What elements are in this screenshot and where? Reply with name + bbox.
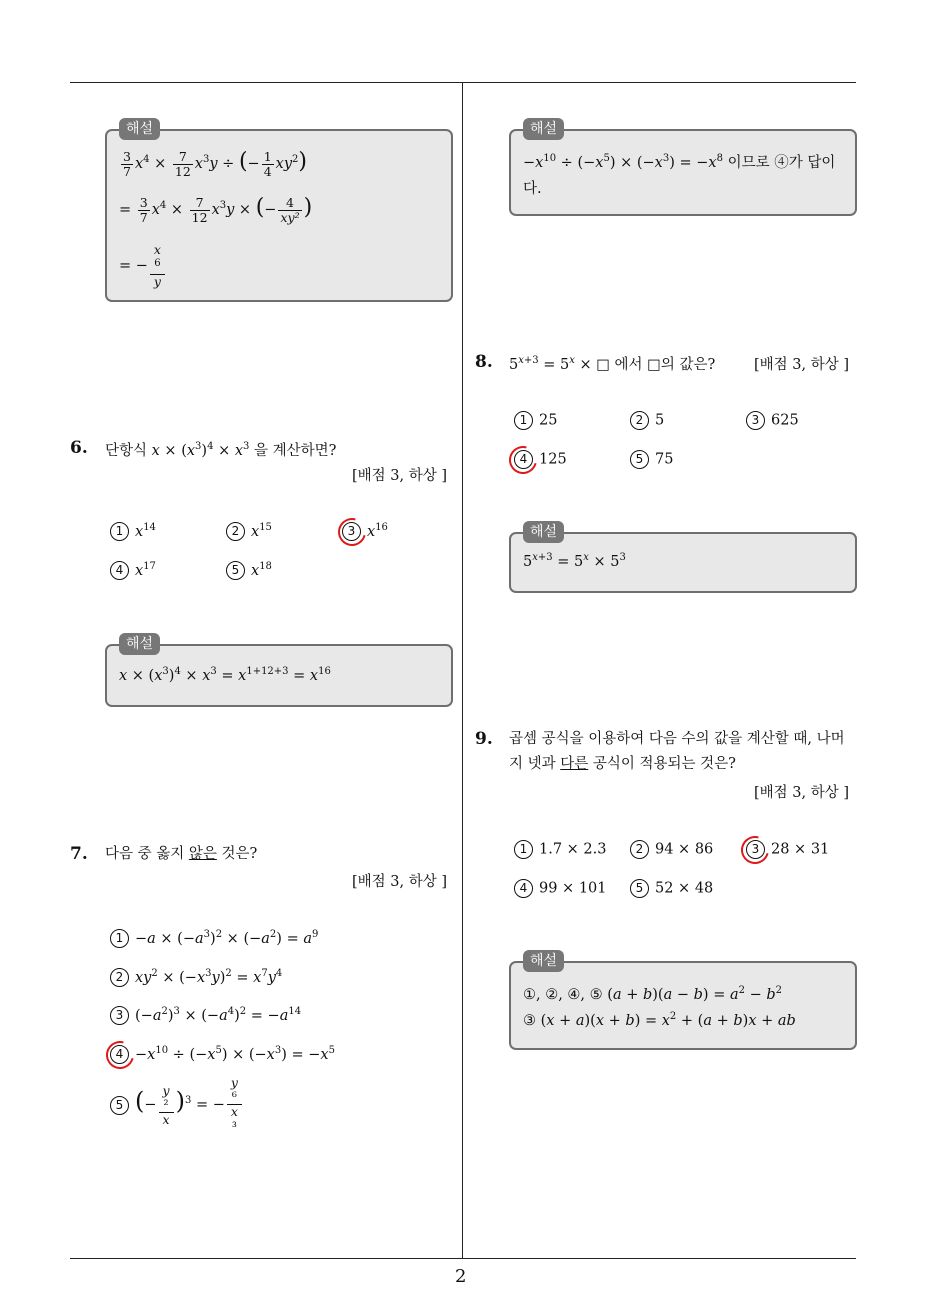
q9-number: 9. <box>475 729 493 749</box>
q8-text: $5^{x+3} = 5^x$ × □ 에서 □의 값은? <box>509 355 716 373</box>
q7-answer-mark <box>101 1036 139 1074</box>
q7-points: [배점 3, 하상 ] <box>352 874 448 890</box>
q5-solution-box <box>105 121 453 302</box>
q8-option-3[interactable]: 3 625 <box>746 411 799 430</box>
q8-solution-box <box>509 524 857 593</box>
q8-option-2[interactable]: 2 5 <box>630 411 664 430</box>
q7-option-2[interactable]: 2 $xy^2 \times (-x^3y)^2 = x^7y^4$ <box>110 968 282 987</box>
q5-solution-line3: = − x $^6$ y <box>119 243 167 289</box>
q9-option-1[interactable]: 1 1.7 × 2.3 <box>514 840 607 859</box>
page-number: 2 <box>455 1266 467 1287</box>
q9-points: [배점 3, 하상 ] <box>754 785 850 801</box>
q7-option-1[interactable]: $1 -a \times (-a^3)^2 \times (-a^2) = a^9$ <box>110 929 318 948</box>
q6-option-3[interactable]: 3 $x^{16}$ <box>342 522 388 541</box>
q7-text: 다음 중 옳지 않은 것은? <box>105 846 258 862</box>
q9-option-2[interactable]: 2 94 × 86 <box>630 840 713 859</box>
solution-tag: 해설 <box>523 521 564 543</box>
q9-text-line1: 곱셈 공식을 이용하여 다음 수의 값을 계산할 때, 나머 <box>509 731 845 747</box>
solution-tag: 해설 <box>523 950 564 972</box>
q6-number: 6. <box>70 438 88 458</box>
q5-solution-line1: $\frac{3}{7}$ $x^4$ × $\frac{7}{12}$ $x^3y$ ÷ (− $\frac{1}{4}$ $xy^2$) <box>123 148 307 179</box>
q6-answer-mark <box>333 513 371 551</box>
q6-solution-box <box>105 636 453 707</box>
q8-option-4[interactable]: 4 125 <box>514 450 567 469</box>
q5-solution-line2: = $\frac{3}{7}$ $x^4$ × $\frac{7}{12}$ $x^3y$ × (− $\frac{4}{\text{xy²}}$ ) <box>119 194 313 225</box>
q6-solution: $x \times (x^3)^4 \times x^3 = x^{1+12+3} = x^{16}$ <box>119 666 331 684</box>
q9-text-line2: 지 넷과 다른 공식이 적용되는 것은? <box>509 756 736 772</box>
solution-tag: 해설 <box>119 633 160 655</box>
q9-solution-box <box>509 953 857 1050</box>
q8-answer-mark <box>504 441 542 479</box>
q9-option-4[interactable]: 4 99 × 101 <box>514 879 607 898</box>
q9-answer-mark <box>736 831 774 869</box>
q8-points: [배점 3, 하상 ] <box>754 357 850 373</box>
solution-tag: 해설 <box>523 118 564 140</box>
q9-solution-line1: ①, ②, ④, ⑤ $(a + b)(a - b) = a^2 - b^2$ <box>523 985 783 1003</box>
q6-option-5[interactable]: 5 $x^{18}$ <box>226 561 272 580</box>
q8-option-1[interactable]: 1 25 <box>514 411 557 430</box>
q7-solution-line2: 다. <box>523 181 542 197</box>
q7-solution-box <box>509 121 857 216</box>
column-divider <box>462 82 463 1258</box>
solution-tag: 해설 <box>119 118 160 140</box>
q7-number: 7. <box>70 844 88 864</box>
q6-points: [배점 3, 하상 ] <box>352 468 448 484</box>
q9-solution-line2: ③ $(x + a)(x + b) = x^2 + (a + b)x$ + ab <box>523 1011 796 1029</box>
q8-number: 8. <box>475 352 493 372</box>
q6-option-1[interactable]: 1 $x^{14}$ <box>110 522 156 541</box>
q9-option-3[interactable]: 3 28 × 31 <box>746 840 829 859</box>
top-rule <box>70 82 856 83</box>
bottom-rule <box>70 1258 856 1259</box>
q6-option-2[interactable]: 2 $x^{15}$ <box>226 522 272 541</box>
q7-option-4[interactable]: $4 -x^{10} \div (-x^5) \times (-x^3) = -x^5$ <box>110 1045 335 1064</box>
q8-solution: $5^{x+3} = 5^x \times 5^3$ <box>523 552 626 570</box>
q7-option-5[interactable]: 5 (− y ² x )$^3$ = − y ⁶ x ³ <box>110 1076 244 1134</box>
q8-option-5[interactable]: 5 75 <box>630 450 673 469</box>
q9-option-5[interactable]: 5 52 × 48 <box>630 879 713 898</box>
q7-solution-line1: $-x^{10} \div (-x^5) \times (-x^3) = -x^8$ 이므로 ④가 답이 <box>523 153 836 171</box>
q7-option-3[interactable]: 3 $(-a^2)^3 \times (-a^4)^2 = -a^{14}$ <box>110 1006 301 1025</box>
q6-option-4[interactable]: 4 $x^{17}$ <box>110 561 156 580</box>
q6-text: 단항식 $x \times (x^3)^4 \times x^3$ 을 계산하면? <box>105 441 337 459</box>
